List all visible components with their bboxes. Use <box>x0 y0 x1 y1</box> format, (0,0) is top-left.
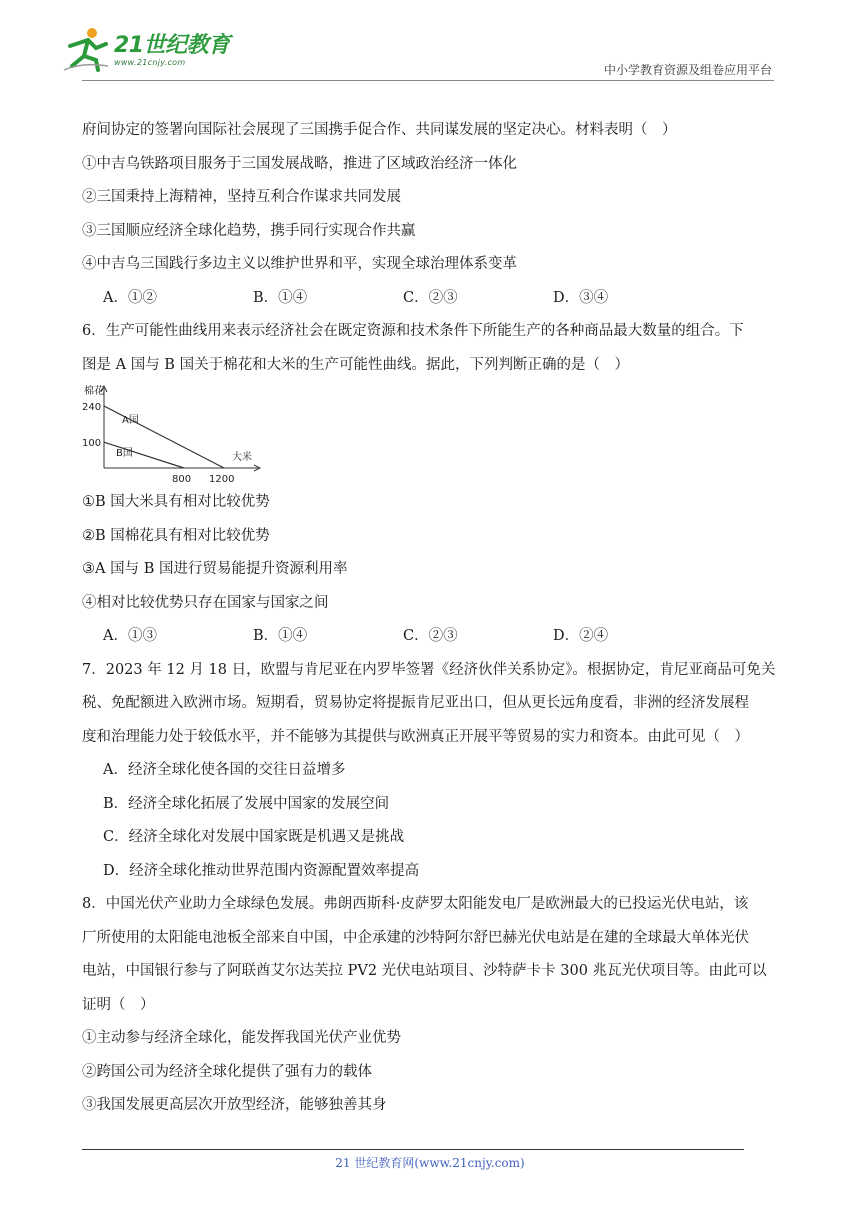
q5-option-c[interactable]: C．②③ <box>403 289 458 306</box>
q7-option-b[interactable]: B．经济全球化拓展了发展中国家的发展空间 <box>103 795 390 812</box>
series-label-2: B国 <box>116 448 133 459</box>
q8-stem-line-1: 8．中国光伏产业助力全球绿色发展。弗朗西斯科·皮萨罗太阳能发电厂是欧洲最大的已投运光伏电站，该 <box>82 896 749 912</box>
q6-statement-4: ④相对比较优势只存在国家与国家之间 <box>82 594 329 611</box>
q7-stem-line-2: 税、免配额进入欧洲市场。短期看，贸易协定将提振肯尼亚出口，但从更长远角度看，非洲的经济发展程 <box>82 695 749 711</box>
q6-statement-1: ①B 国大米具有相对比较优势 <box>82 494 270 510</box>
header-platform-text: 中小学教育资源及组卷应用平台 <box>603 63 772 77</box>
q6-options <box>82 620 782 654</box>
q5-stem: 府间协定的签署向国际社会展现了三国携手促合作、共同谋发展的坚定决心。材料表明（ ） <box>82 122 677 138</box>
q8-statement-2: ②跨国公司为经济全球化提供了强有力的载体 <box>82 1063 372 1080</box>
x-axis-label: 大米 <box>232 452 252 463</box>
q8-statement-3: ③我国发展更高层次开放型经济，能够独善其身 <box>82 1097 387 1113</box>
page-header <box>0 0 860 90</box>
q8-stem-line-3: 电站，中国银行参与了阿联酋艾尔达芙拉 PV2 光伏电站项目、沙特萨卡卡 300 兆瓦光伏项目等。由此可以 <box>82 963 767 979</box>
q5-statement-2: ②三国秉持上海精神，坚持互利合作谋求共同发展 <box>82 189 401 205</box>
footer-text[interactable]: 21 世纪教育网(www.21cnjy.com) <box>335 1156 525 1170</box>
q7-option-d[interactable]: D．经济全球化推动世界范围内资源配置效率提高 <box>103 862 420 879</box>
q8-stem-line-2: 厂所使用的太阳能电池板全部来自中国，中企承建的沙特阿尔舒巴赫光伏电站是在建的全球最大单体光伏 <box>82 929 749 946</box>
x-tick-1200: 1200 <box>209 474 235 485</box>
site-logo[interactable] <box>62 26 242 76</box>
q5-option-a[interactable]: A．①② <box>103 289 157 306</box>
q7-stem-line-3: 度和治理能力处于较低水平，并不能够为其提供与欧洲真正开展平等贸易的实力和资本。由此可见（ ） <box>82 728 749 745</box>
y-axis-label: 棉花 <box>84 386 104 397</box>
q5-statement-3: ③三国顺应经济全球化趋势，携手同行实现合作共赢 <box>82 222 416 239</box>
logo-url: www.21cnjy.com <box>114 58 186 67</box>
q7-option-c[interactable]: C．经济全球化对发展中国家既是机遇又是挑战 <box>103 829 405 845</box>
page-content <box>82 114 782 1123</box>
q8-stem-line-4: 证明（ ） <box>82 996 155 1013</box>
runner-logo-icon <box>62 26 112 72</box>
series-label-1: A国 <box>122 415 139 426</box>
ppf-chart <box>82 382 782 486</box>
q7-stem-line-1: 7．2023 年 12 月 18 日，欧盟与肯尼亚在内罗毕签署《经济伙伴关系协定》。根据协定，肯尼亚商品可免关 <box>82 661 776 678</box>
header-divider <box>82 80 774 81</box>
q5-option-b[interactable]: B．①④ <box>253 289 308 306</box>
q5-statement-1: ①中吉乌铁路项目服务于三国发展战略，推进了区域政治经济一体化 <box>82 155 517 172</box>
y-tick-240: 240 <box>82 402 102 413</box>
q5-options <box>82 282 782 316</box>
q6-statement-3: ③A 国与 B 国进行贸易能提升资源利用率 <box>82 561 348 577</box>
q6-option-a[interactable]: A．①③ <box>103 628 157 644</box>
q6-statement-2: ②B 国棉花具有相对比较优势 <box>82 527 270 544</box>
logo-text: 21世纪教育 <box>114 33 230 58</box>
footer-divider <box>82 1149 744 1150</box>
q7-option-a[interactable]: A．经济全球化使各国的交往日益增多 <box>103 762 346 778</box>
q5-statement-4: ④中吉乌三国践行多边主义以维护世界和平，实现全球治理体系变革 <box>82 256 517 272</box>
q6-stem-line-2: 图是 A 国与 B 国关于棉花和大米的生产可能性曲线。据此，下列判断正确的是（ ） <box>82 356 630 373</box>
q8-statement-1: ①主动参与经济全球化，能发挥我国光伏产业优势 <box>82 1030 401 1046</box>
q5-option-d[interactable]: D．③④ <box>553 289 609 306</box>
x-tick-800: 800 <box>172 474 192 485</box>
y-tick-100: 100 <box>82 438 102 450</box>
q6-option-c[interactable]: C．②③ <box>403 628 458 644</box>
ppf-chart-svg <box>82 382 282 486</box>
q6-option-d[interactable]: D．②④ <box>553 628 609 644</box>
q6-option-b[interactable]: B．①④ <box>253 628 308 644</box>
q6-stem-line-1: 6．生产可能性曲线用来表示经济社会在既定资源和技术条件下所能生产的各种商品最大数量的组合。下 <box>82 323 744 339</box>
